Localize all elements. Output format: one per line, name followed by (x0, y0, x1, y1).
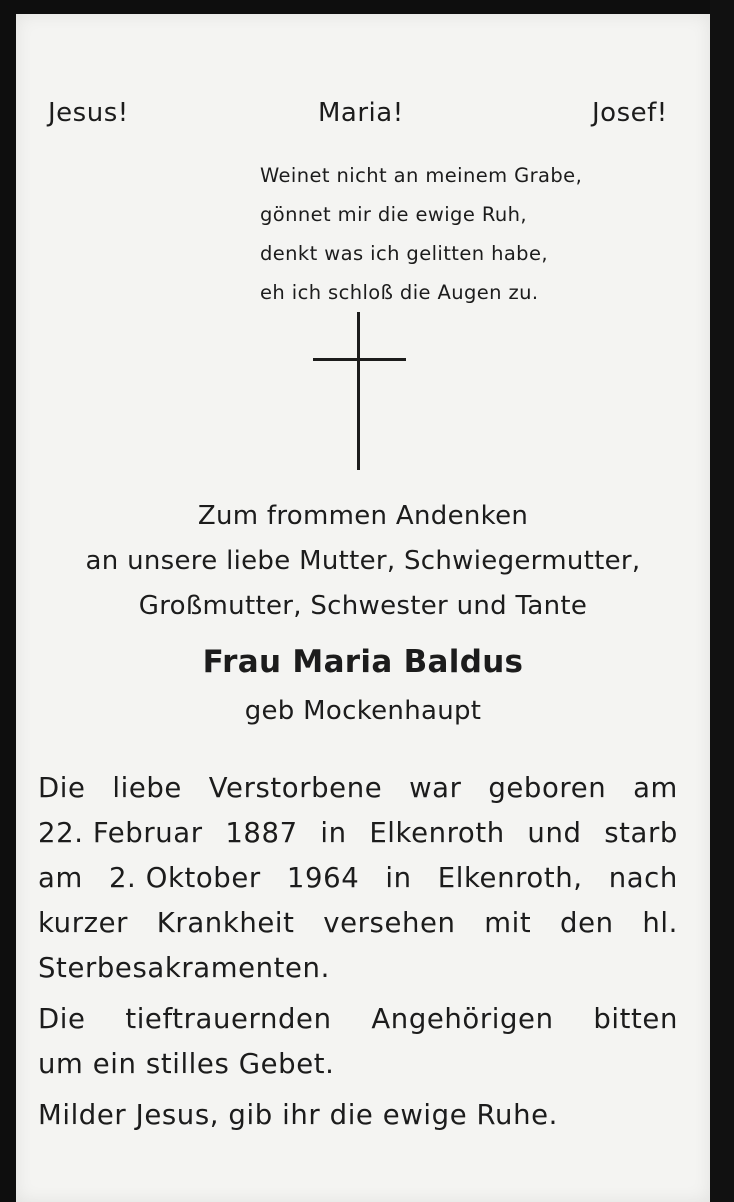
request-line: um ein stilles Gebet. (38, 1048, 335, 1080)
invocation-jesus: Jesus! (48, 98, 129, 128)
word: 2. Oktober (108, 862, 261, 894)
request-line (38, 997, 678, 1042)
biography-line: Sterbesakramenten. (38, 952, 330, 984)
word: hl. (642, 907, 678, 939)
word: Krankheit (156, 907, 295, 939)
verse-line: denkt was ich gelitten habe, (260, 242, 548, 265)
scan-border-right (710, 0, 734, 1202)
word: den (560, 907, 614, 939)
word: Die (38, 1003, 86, 1035)
invocation-josef: Josef! (592, 98, 668, 128)
word: bitten (593, 1003, 678, 1035)
memorial-line: Zum frommen Andenken (197, 501, 529, 531)
word: tieftrauernden (125, 1003, 332, 1035)
word: am (633, 772, 678, 804)
verse-line: Weinet nicht an meinem Grabe, (260, 164, 583, 187)
cross-icon-beam (313, 358, 406, 361)
word: starb (604, 817, 678, 849)
verse-line: gönnet mir die ewige Ruh, (260, 203, 528, 226)
word: Verstorbene (208, 772, 383, 804)
word: geboren (488, 772, 607, 804)
cross-icon (357, 312, 360, 470)
maiden-name: geb Mockenhaupt (244, 696, 482, 726)
word: 1887 (225, 817, 298, 849)
closing-prayer (38, 1093, 678, 1138)
scan-border-left (0, 0, 16, 1202)
memorial-line: an unsere liebe Mutter, Schwiegermutter, (85, 546, 641, 576)
biography-paragraph (38, 766, 678, 991)
scan-border-top (0, 0, 734, 14)
verse-line: eh ich schloß die Augen zu. (260, 281, 539, 304)
word: kurzer (38, 907, 129, 939)
obituary-text (38, 766, 678, 1138)
verse (260, 156, 582, 312)
word: Angehörigen (371, 1003, 554, 1035)
word: 1964 (286, 862, 360, 894)
word: in (320, 817, 347, 849)
word: Elkenroth, (437, 862, 583, 894)
word: liebe (112, 772, 182, 804)
word: 22. Februar (38, 817, 203, 849)
word: nach (608, 862, 678, 894)
word: in (385, 862, 412, 894)
prayer-card (16, 14, 710, 1202)
word: Die (38, 772, 86, 804)
biography-line (38, 811, 678, 856)
memorial-dedication (16, 494, 710, 629)
invocation-maria: Maria! (318, 98, 404, 128)
word: Elkenroth (369, 817, 505, 849)
word: versehen (323, 907, 456, 939)
word: war (409, 772, 462, 804)
request-paragraph (38, 997, 678, 1087)
biography-line (38, 766, 678, 811)
closing-line: Milder Jesus, gib ihr die ewige Ruhe. (38, 1099, 558, 1131)
word: mit (484, 907, 532, 939)
deceased-name: Frau Maria Baldus (202, 644, 524, 680)
biography-line (38, 856, 678, 901)
word: und (527, 817, 582, 849)
word: am (38, 862, 83, 894)
biography-line (38, 901, 678, 946)
memorial-line: Großmutter, Schwester und Tante (138, 591, 588, 621)
